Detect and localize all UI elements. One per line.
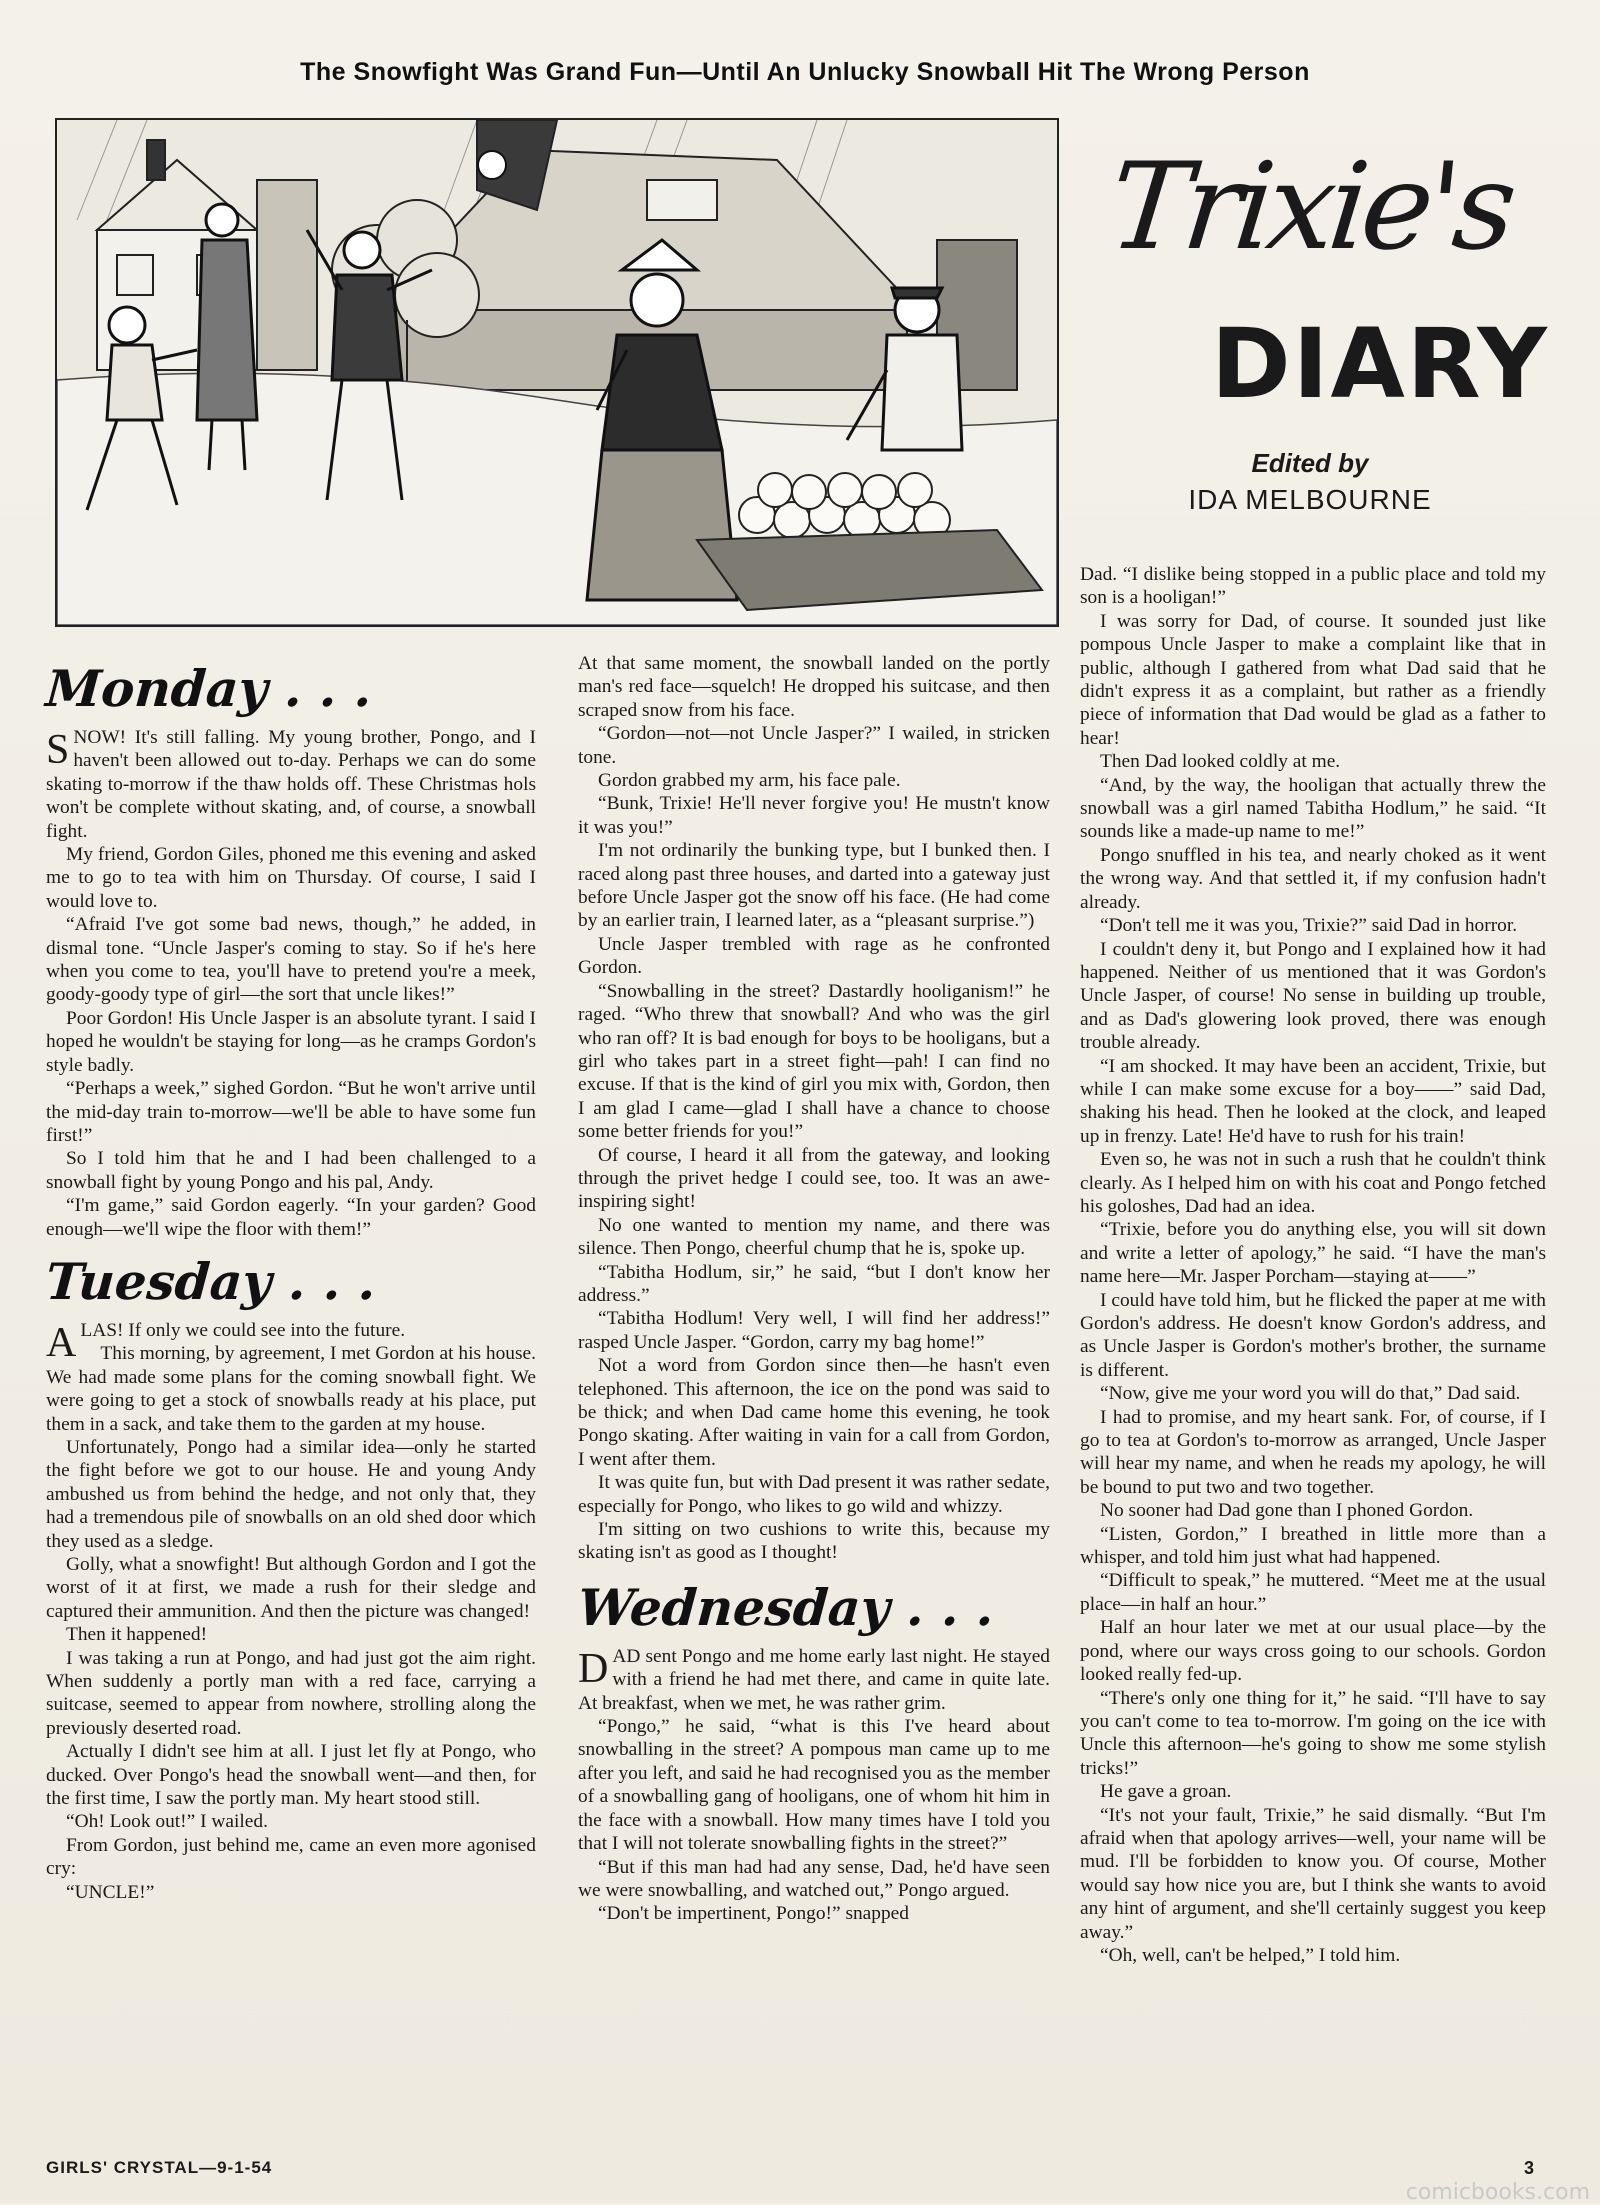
paragraph: My friend, Gordon Giles, phoned me this evening and asked me to go to tea with him on Thursday. Of course, I said I would love to.	[46, 844, 536, 912]
column-3	[1080, 563, 1546, 1967]
paragraph: Gordon grabbed my arm, his face pale.	[598, 770, 901, 792]
paragraph: I'm sitting on two cushions to write this, because my skating isn't as good as I thought!	[578, 1519, 1050, 1564]
paragraph: “Now, give me your word you will do that,” Dad said.	[1100, 1383, 1521, 1405]
paragraph: Uncle Jasper trembled with rage as he confronted Gordon.	[578, 933, 1050, 979]
heading-tuesday: Tuesday . . .	[43, 1251, 378, 1311]
magazine-footer: GIRLS' CRYSTAL—9-1-54	[46, 2158, 273, 2177]
page-number: 3	[1524, 2158, 1535, 2178]
paragraph: I could have told him, but he flicked the paper at me with Gordon's address. He doesn't know Gordon's address, and as Uncle Jasper is Gordon's mother's brother, the surname is different.	[1080, 1289, 1546, 1381]
paragraph: “Tabitha Hodlum, sir,” he said, “but I don't know her address.”	[578, 1261, 1050, 1306]
paragraph: No one wanted to mention my name, and there was silence. Then Pongo, cheerful chump that he is, spoke up.	[578, 1214, 1050, 1260]
heading-monday: Monday . . .	[43, 659, 375, 718]
paragraph: This morning, by agreement, I met Gordon at his house. We had made some plans for the coming snowball fight. We were going to get a stock of snowballs ready at his place, put them in a sack, and take them to the garden at my house.	[46, 1343, 536, 1435]
paragraph: “There's only one thing for it,” he said. “I'll have to say you can't come to tea to-morrow. I'm going on the ice with Uncle this afternoon—he's going to show me some stylish tricks!”	[1080, 1687, 1546, 1779]
paragraph: It was quite fun, but with Dad present it was rather sedate, especially for Pongo, who likes to go wild and whizzy.	[578, 1472, 1050, 1517]
paragraph: He gave a groan.	[1100, 1781, 1232, 1803]
paragraph: “Oh! Look out!” I wailed.	[66, 1811, 268, 1833]
illustration-drawing	[57, 120, 1057, 625]
paragraph: Even so, he was not in such a rush that he couldn't think clearly. As I helped him on with his coat and Pongo fetched his goloshes, Dad had an idea.	[1080, 1149, 1546, 1217]
paragraph: “Don't tell me it was you, Trixie?” said Dad in horror.	[1100, 915, 1518, 937]
paragraph: Pongo snuffled in his tea, and nearly choked as it went the wrong way. And that settled it, if my confusion hadn't already.	[1080, 844, 1546, 913]
paragraph: Not a word from Gordon since then—he hasn't even telephoned. This afternoon, the ice on the pond was said to be thick; and when Dad came home this evening, he took Pongo skating. After waiting in vain for a call from Gordon, I went after them.	[578, 1355, 1050, 1470]
paragraph: I was taking a run at Pongo, and had just got the aim right. When suddenly a portly man with a red face, carrying a suitcase, seemed to appear from nowhere, strolling along the previously deserted road.	[46, 1647, 536, 1739]
paragraph: Then it happened!	[66, 1624, 208, 1646]
title-trixie: Trixie's	[1102, 138, 1518, 277]
paragraph	[46, 726, 536, 843]
paragraph: Poor Gordon! His Uncle Jasper is an absolute tyrant. I said I hoped he wouldn't be staying for long—as he cramps Gordon's style badly.	[46, 1007, 536, 1076]
edited-by-label: Edited by	[1251, 448, 1369, 478]
paragraph: Actually I didn't see him at all. I just let fly at Pongo, who ducked. Over Pongo's head the snowball went—and then, for the first time, I saw the portly man. My heart stood still.	[46, 1741, 536, 1810]
paragraph: “It's not your fault, Trixie,” he said dismally. “But I'm afraid when that apology arrives—well, your name will be mud. I'll be forbidden to know you. Of course, Mother would say how nice you are, but I think she wants to avoid any hint of argument, and she'll certainly suggest you keep away.”	[1080, 1804, 1546, 1943]
paragraph: From Gordon, just behind me, came an even more agonised cry:	[46, 1834, 536, 1880]
paragraph: No sooner had Dad gone than I phoned Gordon.	[1100, 1500, 1474, 1522]
paragraph: “Tabitha Hodlum! Very well, I will find her address!” rasped Uncle Jasper. “Gordon, carry my bag home!”	[578, 1308, 1050, 1353]
paragraph-text: NOW! It's still falling. My young brother, Pongo, and I haven't been allowed out to-day. Perhaps we can do some skating to-morrow if the thaw holds off. These Christmas hols won't be complete without skating, and, of course, a snowball fight.	[46, 727, 536, 842]
paragraph: “I am shocked. It may have been an accident, Trixie, but while I can make some excuse for a boy——” said Dad, shaking his head. Then he looked at the clock, and leaped up in frenzy. Late! He'd have to rush for his train!	[1080, 1055, 1546, 1147]
paragraph: Dad. “I dislike being stopped in a public place and told my son is a hooligan!”	[1080, 564, 1546, 609]
heading-wednesday: Wednesday . . .	[575, 1577, 997, 1637]
paragraph	[46, 1319, 536, 1366]
paragraph: Golly, what a snowfight! But although Gordon and I got the worst of it at first, we made a rush for their sledge and captured their ammunition. And then the picture was changed!	[46, 1554, 536, 1622]
watermark: comicbooks.com	[1405, 2180, 1590, 2205]
paragraph: “Gordon—not—not Uncle Jasper?” I wailed, in stricken tone.	[578, 723, 1050, 768]
paragraph: At that same moment, the snowball landed on the portly man's red face—squelch! He dropped his suitcase, and then scraped snow from his face.	[578, 653, 1050, 721]
paragraph: “UNCLE!”	[66, 1881, 155, 1903]
paragraph: “Perhaps a week,” sighed Gordon. “But he won't arrive until the mid-day train to-morrow—we'll be able to have some fun first!”	[46, 1078, 536, 1146]
paragraph: “But if this man had had any sense, Dad, he'd have seen we were snowballing, and watched out,” Pongo argued.	[578, 1856, 1050, 1901]
story-headline: The Snowfight Was Grand Fun—Until An Unlucky Snowball Hit The Wrong Person	[300, 58, 1310, 86]
title-diary: DIARY	[1211, 308, 1549, 420]
paragraph: “Bunk, Trixie! He'll never forgive you! He mustn't know it was you!”	[578, 793, 1050, 838]
paragraph: “Pongo,” he said, “what is this I've heard about snowballing in the street? A pompous man came up to me after you left, and said he had recognised you as the member of a snowballing gang of hooligans, one of whom hit him in the face with a snowball. How many times have I told you that I will not tolerate snowballing fights in the street?”	[578, 1716, 1050, 1855]
paragraph: “And, by the way, the hooligan that actually threw the snowball was a girl named Tabitha Hodlum,” he said. “It sounds like a made-up name to me!”	[1080, 774, 1546, 843]
paragraph: Unfortunately, Pongo had a similar idea—only he started the fight before we got to our house. He and young Andy ambushed us from behind the hedge, and not only that, they had a tremendous pile of snowballs on an old shed door which they used as a sledge.	[46, 1436, 536, 1552]
paragraph: Of course, I heard it all from the gateway, and looking through the privet hedge I could see, too. It was an awe-inspiring sight!	[578, 1144, 1050, 1213]
paragraph-text: AD sent Pongo and me home early last night. He stayed with a friend he had met there, and came in quite late. At breakfast, when we met, he was rather grim.	[578, 1645, 1050, 1714]
snowfight-illustration	[55, 118, 1059, 627]
paragraph: “Snowballing in the street? Dastardly hooliganism!” he raged. “Who threw that snowball? And who was the girl who ran off? It is bad enough for boys to be hooligans, but a girl who takes part in a street fight—pah! I can find no excuse. If that is the kind of girl you mix with, Gordon, then I am glad I came—glad I shall have a chance to choose some better friends for you!”	[578, 980, 1050, 1143]
paragraph: Half an hour later we met at our usual place—by the pond, where our ways cross going to our schools. Gordon looked really fed-up.	[1080, 1617, 1546, 1686]
drop-cap: A	[46, 1319, 77, 1366]
drop-cap: S	[46, 727, 70, 773]
column-2	[575, 652, 1050, 1926]
editor-name: IDA MELBOURNE	[1188, 484, 1432, 515]
paragraph: “Difficult to speak,” he muttered. “Meet me at the usual place—in half an hour.”	[1080, 1570, 1546, 1615]
paragraph: I couldn't deny it, but Pongo and I explained how it had happened. Neither of us mentioned that it was Gordon's Uncle Jasper, of course! No sense in building up trouble, and as Dad's glowering look proved, there was enough trouble already.	[1080, 938, 1546, 1054]
paragraph-text: LAS! If only we could see into the future.	[80, 1319, 406, 1341]
column-1	[43, 659, 536, 1904]
paragraph: I had to promise, and my heart sank. For, of course, if I go to tea at Gordon's to-morrow as arranged, Uncle Jasper will hear my name, and when he reads my apology, he will be bound to put two and two together.	[1080, 1406, 1546, 1498]
paragraph: I'm not ordinarily the bunking type, but I bunked then. I raced along past three houses, and darted into a gateway just before Uncle Jasper got the snow off his face. (He had come by an earlier train, I learned later, as a “pleasant surprise.”)	[578, 840, 1050, 932]
paragraph: “Trixie, before you do anything else, you will sit down and write a letter of apology,” he said. “I have the man's name here—Mr. Jasper Porcham—staying at——”	[1080, 1219, 1546, 1288]
paragraph: “Don't be impertinent, Pongo!” snapped	[598, 1903, 909, 1925]
paragraph: “Afraid I've got some bad news, though,” he added, in dismal tone. “Uncle Jasper's coming to stay. So if he's here when you come to tea, you'll have to pretend you're a meek, goody-goody type of girl—the sort that uncle likes!”	[46, 914, 536, 1006]
paragraph: “Listen, Gordon,” I breathed in little more than a whisper, and told him just what had happened.	[1080, 1523, 1546, 1569]
paragraph: “Oh, well, can't be helped,” I told him.	[1100, 1944, 1401, 1966]
paragraph: Then Dad looked coldly at me.	[1100, 751, 1341, 773]
paragraph: “I'm game,” said Gordon eagerly. “In your garden? Good enough—we'll wipe the floor with them!”	[46, 1195, 536, 1240]
paragraph: I was sorry for Dad, of course. It sounded just like pompous Uncle Jasper to make a complaint like that in public, although I gathered from what Dad said that he didn't express it as a complaint, but rather as a friendly piece of information that Dad would be glad as a father to hear!	[1080, 610, 1546, 749]
paragraph: So I told him that he and I had been challenged to a snowball fight by young Pongo and his pal, Andy.	[46, 1148, 536, 1193]
paragraph	[578, 1645, 1050, 1715]
drop-cap: D	[578, 1645, 609, 1692]
